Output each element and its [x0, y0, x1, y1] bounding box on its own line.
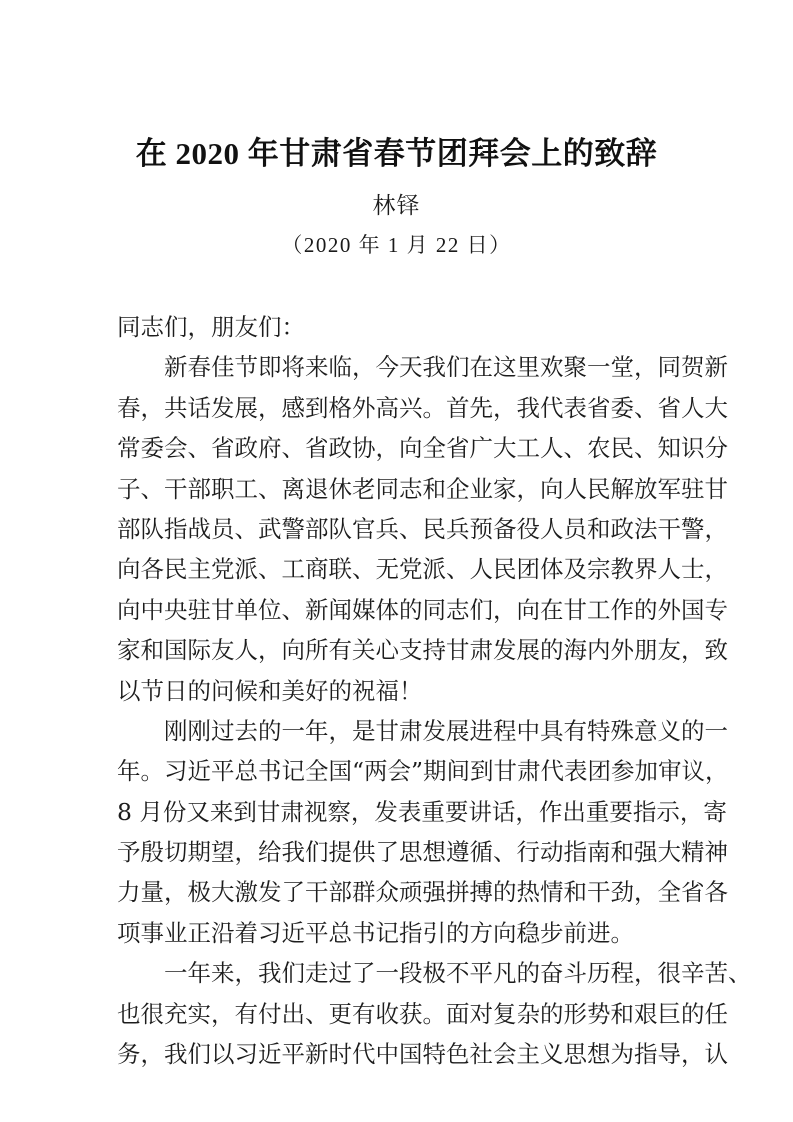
document-date: （2020 年 1 月 22 日） [281, 233, 512, 257]
body-text-line: 同志们，朋友们： [117, 313, 305, 341]
body-text-line: 家和国际友人，向所有关心支持甘肃发展的海内外朋友，致 [117, 636, 728, 665]
body-text-line: 项事业正沿着习近平总书记指引的方向稳步前进。 [117, 918, 634, 947]
body-text-line: 予殷切期望，给我们提供了思想遵循、行动指南和强大精神 [117, 838, 728, 867]
body-text-line: 8 月份又来到甘肃视察，发表重要讲话，作出重要指示，寄 [117, 797, 727, 826]
document-author: 林铎 [372, 193, 421, 219]
body-text-line: 年。习近平总书记全国“两会”期间到甘肃代表团参加审议， [117, 757, 729, 786]
body-text-line: 常委会、省政府、省政协，向全省广大工人、农民、知识分 [117, 434, 728, 463]
body-text-line: 务，我们以习近平新时代中国特色社会主义思想为指导，认 [117, 1040, 728, 1069]
body-text-line: 力量，极大激发了干部群众顽强拼搏的热情和干劲，全省各 [117, 878, 728, 907]
body-text-line: 一年来，我们走过了一段极不平凡的奋斗历程，很辛苦、 [117, 959, 752, 988]
body-text-line: 也很充实，有付出、更有收获。面对复杂的形势和艰巨的任 [117, 999, 728, 1028]
body-text-line: 春，共话发展，感到格外高兴。首先，我代表省委、省人大 [117, 393, 728, 422]
body-text-line: 向中央驻甘单位、新闻媒体的同志们，向在甘工作的外国专 [117, 595, 728, 624]
document-body [117, 307, 752, 1074]
body-text-line: 刚刚过去的一年，是甘肃发展进程中具有特殊意义的一 [117, 716, 728, 745]
body-text-line: 以节日的问候和美好的祝福！ [117, 676, 423, 705]
body-text-line: 新春佳节即将来临，今天我们在这里欢聚一堂，同贺新 [117, 353, 728, 382]
body-text-line: 子、干部职工、离退休老同志和企业家，向人民解放军驻甘 [117, 474, 728, 503]
body-text-line: 向各民主党派、工商联、无党派、人民团体及宗教界人士， [117, 555, 728, 584]
body-text-line: 部队指战员、武警部队官兵、民兵预备役人员和政法干警， [117, 514, 728, 543]
page-title: 在 2020 年甘肃省春节团拜会上的致辞 [135, 136, 658, 171]
